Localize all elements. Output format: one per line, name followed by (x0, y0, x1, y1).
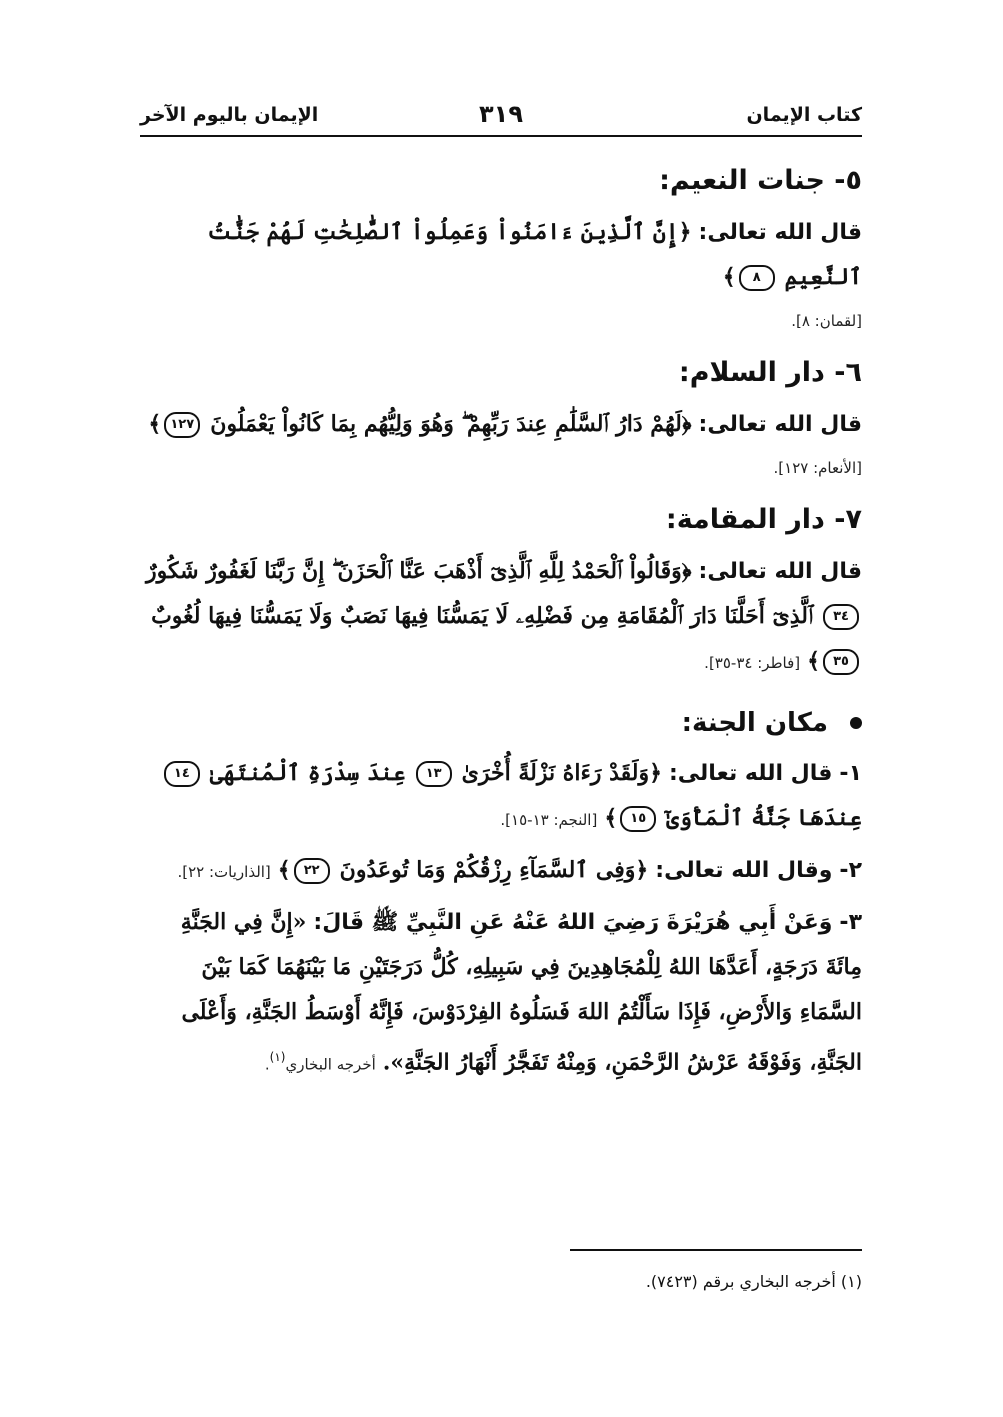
list-item (140, 751, 862, 842)
ayah-number: ١٤ (164, 761, 200, 787)
verse-open-ornament: ﴿ (681, 411, 692, 437)
verse-reference: [الذاريات: ٢٢]. (177, 863, 271, 881)
quran-verse: وَقَالُواْ ٱلْحَمْدُ لِلَّهِ ٱلَّذِىٓ أَذْهَبَ عَنَّا ٱلْحَزَنَ ۖ إِنَّ رَبَّنَا لَغَفُورٌ شَكُورٌ (145, 558, 682, 584)
verse-close-ornament: ﴾ (604, 805, 618, 831)
bullet-icon (850, 717, 862, 729)
ayah-number: ١٢٧ (164, 412, 200, 438)
quran-verse: وَلَقَدْ رَءَاهُ نَزْلَةً أُخْرَىٰ (461, 760, 650, 786)
verse-intro: قال الله تعالى: (698, 220, 862, 245)
ayah-number: ١٥ (620, 806, 656, 832)
verse-intro: وقال الله تعالى: (655, 858, 833, 883)
verse-reference: [فاطر: ٣٤-٣٥]. (704, 654, 801, 672)
verse-paragraph (140, 210, 862, 300)
verse-close-ornament: ﴾ (722, 264, 736, 290)
location-heading-row (140, 701, 862, 745)
verse-close-ornament: ﴾ (277, 857, 291, 883)
quran-verse: ٱلَّذِىٓ أَحَلَّنَا دَارَ ٱلْمُقَامَةِ مِن فَضْلِهِۦ لَا يَمَسُّنَا فِيهَا نَصَبٌ وَلَا يَمَسُّنَا فِيهَا لُغُوبٌ (151, 603, 813, 629)
verse-intro: قال الله تعالى: (668, 761, 833, 786)
ayah-number: ٢٢ (294, 858, 330, 884)
list-item (140, 848, 862, 894)
verse-paragraph (140, 549, 862, 685)
verse-intro: قال الله تعالى: (698, 412, 862, 437)
verse-reference: [النجم: ١٣-١٥]. (500, 811, 598, 829)
section-jannat-alnaim (140, 160, 862, 336)
ayah-number: ٨ (739, 265, 775, 291)
verse-open-ornament: ﴿ (635, 857, 649, 883)
section-heading: ٦- دار السلام: (678, 357, 862, 388)
ayah-number: ١٣ (416, 761, 452, 787)
chapter-title: الإيمان باليوم الآخر (140, 104, 319, 126)
hadith-source: أخرجه البخاري (285, 1055, 376, 1074)
page-content (140, 160, 862, 1086)
item-number: ٢- (839, 858, 862, 883)
verse-open-ornament: ﴿ (649, 760, 662, 786)
quran-verse: وَفِى ٱلسَّمَآءِ رِزْقُكُمْ وَمَا تُوعَدُونَ (339, 857, 636, 883)
item-number: ٣- (839, 910, 862, 935)
quran-verse: عِندَهَا جَنَّةُ ٱلْمَأْوَىٰٓ (666, 805, 862, 831)
verse-intro: قال الله تعالى: (698, 559, 862, 584)
section-heading: ٧- دار المقامة: (665, 504, 862, 535)
ayah-number: ٣٤ (823, 604, 859, 630)
list-item (140, 900, 862, 1086)
hadith-intro: وَعَنْ أَبِي هُرَيْرَةَ رَضِيَ اللهُ عَنْهُ عَنِ النَّبِيِّ ﷺ قَالَ: (313, 910, 833, 935)
section-dar-alsalam (140, 352, 862, 483)
footnote-marker[interactable]: (١) (269, 1050, 286, 1064)
hadith-source-end: . (264, 1055, 270, 1074)
footnote-rule (570, 1249, 862, 1251)
verse-open-ornament: ﴿ (681, 558, 692, 584)
quran-verse: لَهُمْ دَارُ ٱلسَّلَٰمِ عِندَ رَبِّهِمْ ۖ وَهُوَ وَلِيُّهُم بِمَا كَانُواْ يَعْمَلُونَ (210, 411, 682, 437)
quran-verse: إِنَّ ٱلَّذِينَ ءَامَنُواْ وَعَمِلُواْ ٱلصَّٰلِحَٰتِ لَهُمْ جَنَّٰتُ ٱلنَّعِيمِ (207, 219, 862, 290)
page-number: ٣١٩ (479, 100, 523, 128)
footnote: (١) أخرجه البخاري برقم (٧٤٢٣). (645, 1272, 862, 1291)
book-title: كتاب الإيمان (746, 104, 862, 126)
verse-paragraph (140, 402, 862, 447)
verse-close-ornament: ﴾ (807, 648, 820, 674)
verse-reference: [لقمان: ٨]. (791, 312, 862, 330)
location-heading: مكان الجنة: (681, 708, 828, 738)
verse-open-ornament: ﴿ (678, 219, 692, 245)
section-heading: ٥- جنات النعيم: (659, 165, 862, 196)
quran-verse: عِندَ سِدْرَةِ ٱلْمُنتَهَىٰ (209, 760, 406, 786)
page-header (140, 100, 862, 134)
hadith-text: «إِنَّ فِي الجَنَّةِ مِائَةَ دَرَجَةٍ، أَعَدَّهَا اللهُ لِلْمُجَاهِدِينَ فِي سَبِيلِهِ، كُلُّ دَرَجَتَيْنِ مَا بَيْنَهُمَا كَمَا بَيْنَ السَّمَاءِ وَالأَرْضِ، فَإِذَا سَأَلْتُمُ اللهَ فَسَلُوهُ الفِرْدَوْسَ، فَإِنَّهُ أَوْسَطُ الجَنَّةِ، وَأَعْلَى الجَنَّةِ، وَفَوْقَهُ عَرْشُ الرَّحْمَنِ، وَمِنْهُ تَفَجَّرُ أَنْهَارُ الجَنَّةِ». (180, 909, 862, 1076)
header-rule (140, 135, 862, 137)
section-dar-almuqama (140, 499, 862, 685)
verse-reference: [الأنعام: ١٢٧]. (773, 459, 862, 477)
item-number: ١- (839, 761, 862, 786)
ayah-number: ٣٥ (823, 649, 859, 675)
verse-close-ornament: ﴾ (148, 411, 162, 437)
